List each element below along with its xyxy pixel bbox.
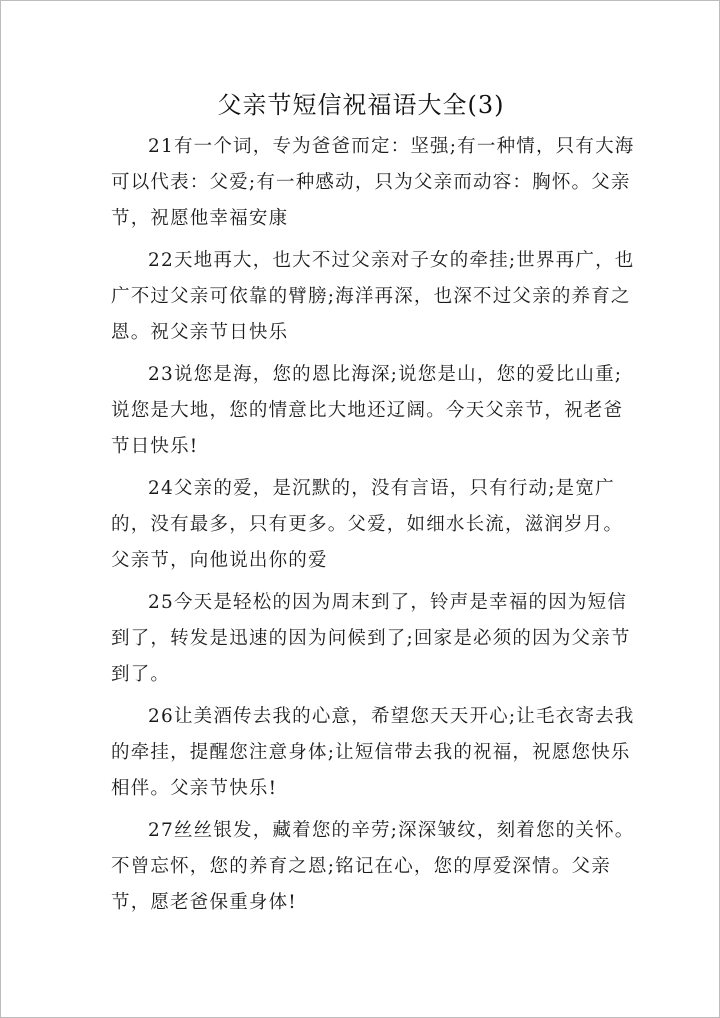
document-title: 父亲节短信祝福语大全(3) bbox=[217, 91, 505, 119]
paragraph-21: 21有一个词，专为爸爸而定：坚强;有一种情，只有大海可以代表：父爱;有一种感动，只为父亲而动容：胸怀。父亲节，祝愿他幸福安康 bbox=[111, 136, 635, 229]
paragraph-24: 24父亲的爱，是沉默的，没有言语，只有行动;是宽广的，没有最多，只有更多。父爱，如细水长流，滋润岁月。父亲节，向他说出你的爱 bbox=[111, 478, 624, 571]
document-body bbox=[111, 129, 635, 927]
paragraph-22: 22天地再大，也大不过父亲对子女的牵挂;世界再广，也广不过父亲可依靠的臂膀;海洋再深，也深不过父亲的养育之恩。祝父亲节日快乐 bbox=[111, 250, 635, 343]
paragraph-25: 25今天是轻松的因为周末到了，铃声是幸福的因为短信到了，转发是迅速的因为问候到了;回家是必须的因为父亲节到了。 bbox=[111, 592, 631, 685]
paragraph-27: 27丝丝银发，藏着您的辛劳;深深皱纹，刻着您的关怀。不曾忘怀，您的养育之恩;铭记在心，您的厚爱深情。父亲节，愿老爸保重身体! bbox=[111, 820, 635, 913]
paragraph-26: 26让美酒传去我的心意，希望您天天开心;让毛衣寄去我的牵挂，提醒您注意身体;让短信带去我的祝福，祝愿您快乐相伴。父亲节快乐! bbox=[111, 706, 635, 799]
paragraph-23: 23说您是海，您的恩比海深;说您是山，您的爱比山重;说您是大地，您的情意比大地还辽阔。今天父亲节，祝老爸节日快乐! bbox=[111, 364, 624, 457]
